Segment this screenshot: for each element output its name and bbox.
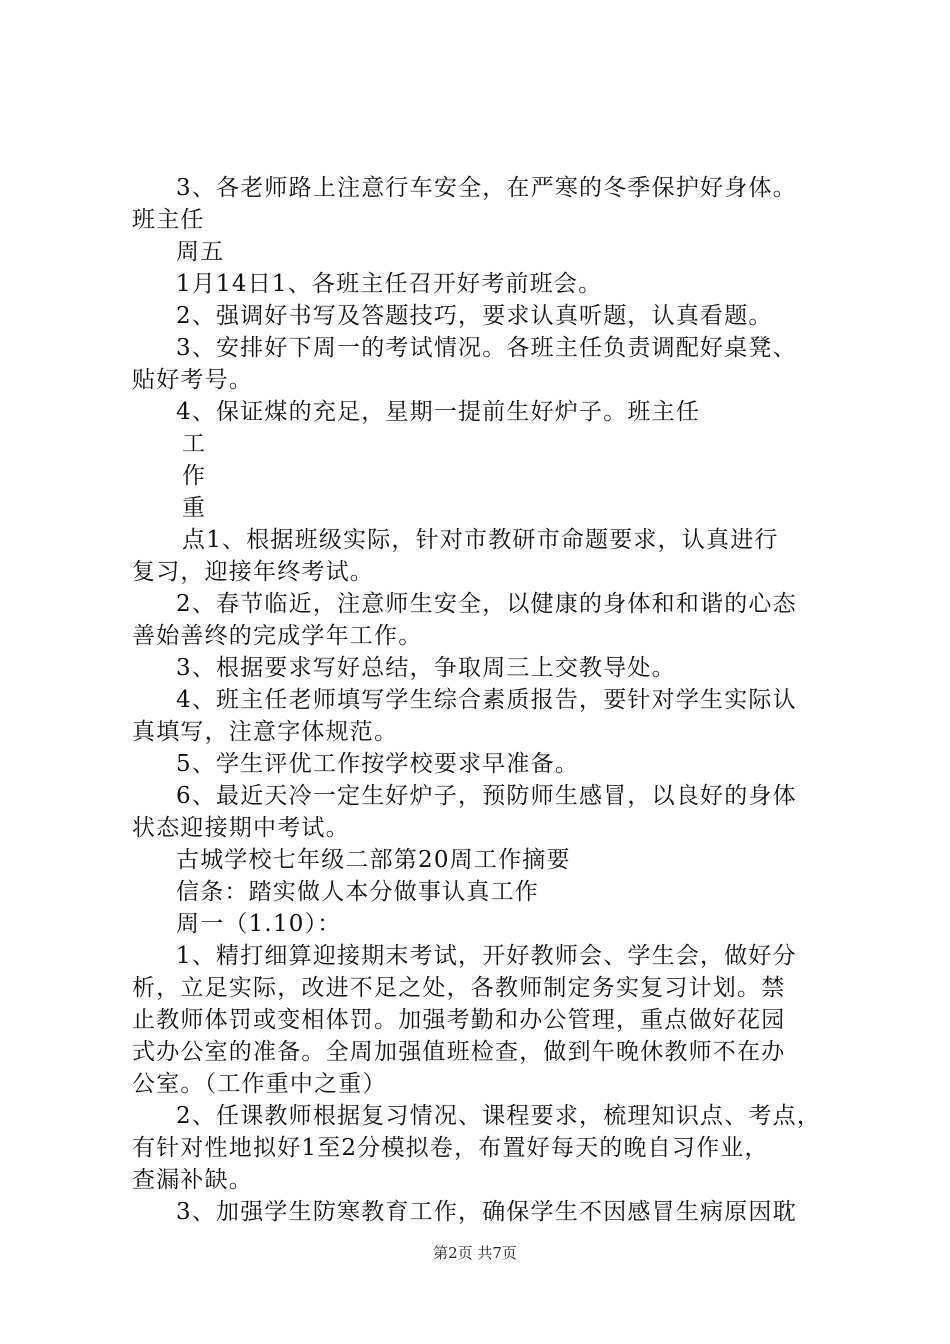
text-line: 1、精打细算迎接期末考试，开好教师会、学生会，做好分 [176, 943, 797, 969]
text-line: 状态迎接期中考试。 [132, 815, 350, 841]
text-line: 周五 [176, 239, 225, 265]
text-line: 信条：踏实做人本分做事认真工作 [176, 879, 539, 905]
text-line: 点1、根据班级实际，针对市教研市命题要求，认真进行 [182, 527, 779, 553]
text-line: 2、任课教师根据复习情况、课程要求，梳理知识点、考点， [176, 1103, 822, 1129]
document-body [132, 172, 832, 1228]
text-line: 5、学生评优工作按学校要求早准备。 [176, 751, 580, 777]
text-line: 式办公室的准备。全周加强值班检查，做到午晚休教师不在办 [132, 1039, 786, 1065]
text-line: 4、保证煤的充足，星期一提前生好炉子。班主任 [176, 399, 701, 425]
text-line: 班主任 [132, 207, 205, 233]
page-number-footer: 第2页 共7页 [433, 1244, 517, 1262]
text-line: 工 [182, 431, 207, 457]
text-line: 止教师体罚或变相体罚。加强考勤和办公管理，重点做好花园 [132, 1007, 786, 1033]
text-line: 4、班主任老师填写学生综合素质报告，要针对学生实际认 [176, 687, 797, 713]
text-line: 有针对性地拟好1至2分模拟卷，布置好每天的晚自习作业， [132, 1135, 769, 1161]
text-line: 2、春节临近，注意师生安全，以健康的身体和和谐的心态 [176, 591, 797, 617]
text-line: 析，立足实际，改进不足之处，各教师制定务实复习计划。禁 [132, 975, 786, 1001]
text-line: 查漏补缺。 [132, 1167, 253, 1193]
text-line: 3、各老师路上注意行车安全，在严寒的冬季保护好身体。 [176, 175, 797, 201]
text-line: 作 [182, 463, 207, 489]
text-line: 6、最近天冷一定生好炉子，预防师生感冒，以良好的身体 [176, 783, 797, 809]
text-line: 公室。（工作重中之重） [132, 1071, 387, 1097]
text-line: 1月14日1、各班主任召开好考前班会。 [176, 271, 603, 297]
text-line: 复习，迎接年终考试。 [132, 559, 374, 585]
text-line: 贴好考号。 [132, 367, 253, 393]
text-line: 3、根据要求写好总结，争取周三上交教导处。 [176, 655, 676, 681]
text-line: 真填写，注意字体规范。 [132, 719, 399, 745]
text-line: 善始善终的完成学年工作。 [132, 623, 423, 649]
text-line: 古城学校七年级二部第20周工作摘要 [176, 847, 571, 873]
text-line: 2、强调好书写及答题技巧，要求认真听题，认真看题。 [176, 303, 773, 329]
text-line: 3、安排好下周一的考试情况。各班主任负责调配好桌凳、 [176, 335, 797, 361]
text-line: 周一（1.10）： [176, 911, 342, 937]
text-line: 重 [182, 495, 207, 521]
text-line: 3、加强学生防寒教育工作，确保学生不因感冒生病原因耽 [176, 1199, 797, 1225]
